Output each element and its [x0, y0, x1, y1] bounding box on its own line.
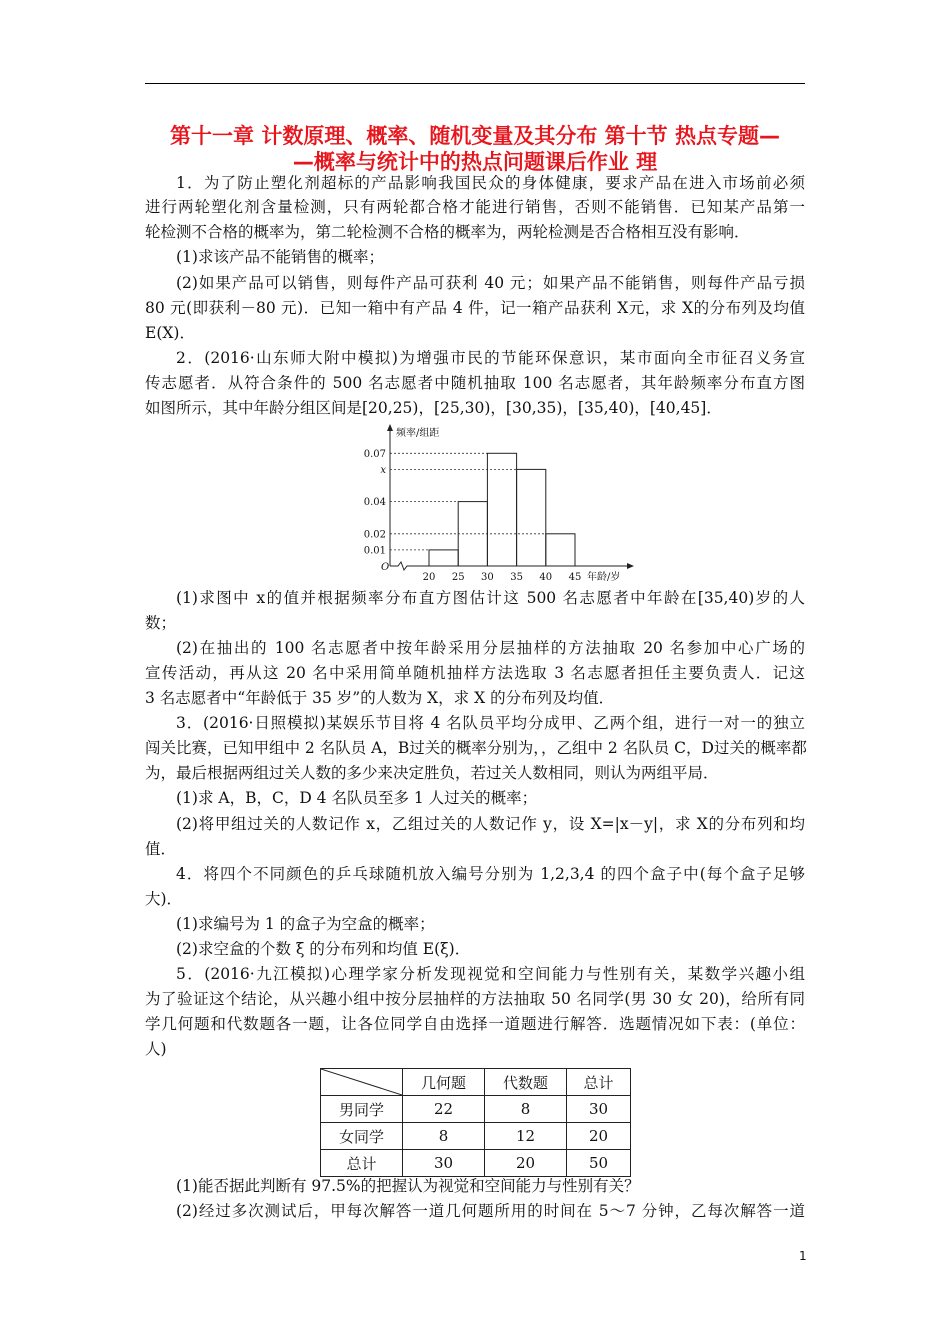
table-cell: 8	[485, 1096, 567, 1123]
table-cell: 22	[403, 1096, 485, 1123]
title-line-2: —概率与统计中的热点问题课后作业 理	[292, 150, 658, 174]
table-cell: 8	[403, 1123, 485, 1150]
header-cell: 代数题	[485, 1069, 567, 1096]
table-cell: 20	[485, 1150, 567, 1177]
y-tick-label: x	[380, 464, 386, 476]
q2-text: 如图所示，其中年龄分组区间是[20,25)，[25,30)，[30,35)，[35,40)，[40,45]．	[145, 399, 722, 417]
q3-text: 闯关比赛，已知甲组中 2 名队员 A，B过关的概率分别为，，乙组中 2 名队员 C，D过关的概率都	[145, 739, 807, 757]
q2-part2: 宣传活动，再从这 20 名中采用简单随机抽样方法选取 3 名志愿者担任主要负责人．记这	[145, 664, 805, 682]
table-cell: 30	[403, 1150, 485, 1177]
q4-text: 4．将四个不同颜色的乒乓球随机放入编号分别为 1,2,3,4 的四个盒子中(每个盒子足够	[176, 865, 805, 883]
q1-part2: E(X)．	[145, 324, 195, 342]
q5-part2: (2)经过多次测试后，甲每次解答一道几何题所用的时间在 5～7 分钟，乙每次解答一道	[176, 1202, 805, 1220]
row-label: 男同学	[321, 1096, 403, 1123]
q5-text: 人)	[145, 1040, 167, 1058]
title-line-1: 第十一章 计数原理、概率、随机变量及其分布 第十节 热点专题—	[170, 124, 780, 148]
x-axis-arrow	[627, 563, 634, 569]
q3-part2: 值．	[145, 840, 177, 858]
q1-part1: (1)求该产品不能销售的概率；	[176, 248, 384, 266]
histogram-bar	[517, 469, 546, 566]
q4-part2: (2)求空盒的个数 ξ 的分布列和均值 E(ξ)．	[176, 940, 471, 958]
y-axis-arrow	[387, 424, 393, 431]
header-cell: 总计	[567, 1069, 631, 1096]
q3-part1: (1)求 A，B，C，D 4 名队员至多 1 人过关的概率；	[176, 789, 538, 807]
q1-part2: 80 元(即获利－80 元)．已知一箱中有产品 4 件，记一箱产品获利 X元，求 X的分布列及均值	[145, 299, 805, 317]
q3-part2: (2)将甲组过关的人数记作 x，乙组过关的人数记作 y，设 X=|x－y|，求 X的分布列和均	[176, 815, 805, 833]
histogram-bar	[546, 534, 575, 566]
origin-label: O	[381, 562, 390, 573]
q5-text: 为了验证这个结论，从兴趣小组中按分层抽样的方法抽取 50 名同学(男 30 女 20)，给所有同	[145, 990, 805, 1008]
y-tick-label: 0.07	[363, 448, 386, 460]
y-axis-label: 频率/组距	[396, 428, 440, 439]
row-label: 总计	[321, 1150, 403, 1177]
x-tick-label: 40	[539, 572, 553, 583]
q2-text: 传志愿者．从符合条件的 500 名志愿者中随机抽取 100 名志愿者，其年龄频率分布直方图	[145, 374, 805, 392]
q5-text: 学几何题和代数题各一题，让各位同学自由选择一道题进行解答．选题情况如下表：(单位：	[145, 1015, 805, 1033]
table-cell: 20	[567, 1123, 631, 1150]
q2-part2: (2)在抽出的 100 名志愿者中按年龄采用分层抽样的方法抽取 20 名参加中心广场的	[176, 639, 805, 657]
x-tick-label: 35	[510, 572, 523, 583]
q5-text: 5．(2016·九江模拟)心理学家分析发现视觉和空间能力与性别有关，某数学兴趣小组	[176, 965, 805, 983]
q3-text: 为，最后根据两组过关人数的多少来决定胜负，若过关人数相同，则认为两组平局．	[145, 764, 719, 782]
x-tick-label: 20	[422, 572, 436, 583]
age-histogram	[355, 420, 655, 585]
q4-text: 大)．	[145, 890, 183, 908]
q1-part2: (2)如果产品可以销售，则每件产品可获利 40 元；如果产品不能销售，则每件产品亏损	[176, 274, 805, 292]
q1-text: 轮检测不合格的概率为，第二轮检测不合格的概率为，两轮检测是否合格相互没有影响．	[145, 223, 750, 241]
x-tick-label: 45	[568, 572, 582, 583]
q1-text: 1．为了防止塑化剂超标的产品影响我国民众的身体健康，要求产品在进入市场前必须	[176, 174, 805, 192]
x-axis	[390, 562, 630, 570]
q1-text: 进行两轮塑化剂含量检测，只有两轮都合格才能进行销售，否则不能销售．已知某产品第一	[145, 198, 805, 216]
q2-text: 2．(2016·山东师大附中模拟)为增强市民的节能环保意识，某市面向全市征召义务宣	[176, 349, 805, 367]
table-row	[321, 1096, 631, 1123]
selection-table	[320, 1068, 631, 1177]
diagonal-header-cell	[321, 1069, 403, 1096]
q2-part1: 数；	[145, 614, 177, 632]
page-number: 1	[799, 1249, 807, 1263]
row-label: 女同学	[321, 1123, 403, 1150]
q5-part1: (1)能否据此判断有 97.5%的把握认为视觉和空间能力与性别有关？	[176, 1177, 640, 1195]
histogram-bar	[429, 550, 458, 566]
q2-part1: (1)求图中 x的值并根据频率分布直方图估计这 500 名志愿者中年龄在[35,40)岁的人	[176, 589, 805, 607]
x-tick-label: 30	[481, 572, 494, 583]
table-header-row	[321, 1069, 631, 1096]
table-cell: 12	[485, 1123, 567, 1150]
q3-text: 3．(2016·日照模拟)某娱乐节目将 4 名队员平均分成甲、乙两个组，进行一对一的独立	[176, 714, 805, 732]
q4-part1: (1)求编号为 1 的盒子为空盒的概率；	[176, 915, 435, 933]
header-cell: 几何题	[403, 1069, 485, 1096]
table-row	[321, 1150, 631, 1177]
table-cell: 30	[567, 1096, 631, 1123]
y-tick-label: 0.01	[363, 545, 386, 557]
y-tick-label: 0.04	[363, 497, 386, 509]
histogram-bar	[487, 453, 516, 566]
q2-part2: 3 名志愿者中“年龄低于 35 岁”的人数为 X，求 X 的分布列及均值．	[145, 689, 615, 707]
diagonal-line	[321, 1069, 402, 1095]
table-cell: 50	[567, 1150, 631, 1177]
y-tick-label: 0.02	[363, 529, 386, 541]
table-row	[321, 1123, 631, 1150]
x-axis-label: 年龄/岁	[587, 572, 621, 583]
header-rule	[145, 83, 805, 84]
x-tick-label: 25	[451, 572, 465, 583]
